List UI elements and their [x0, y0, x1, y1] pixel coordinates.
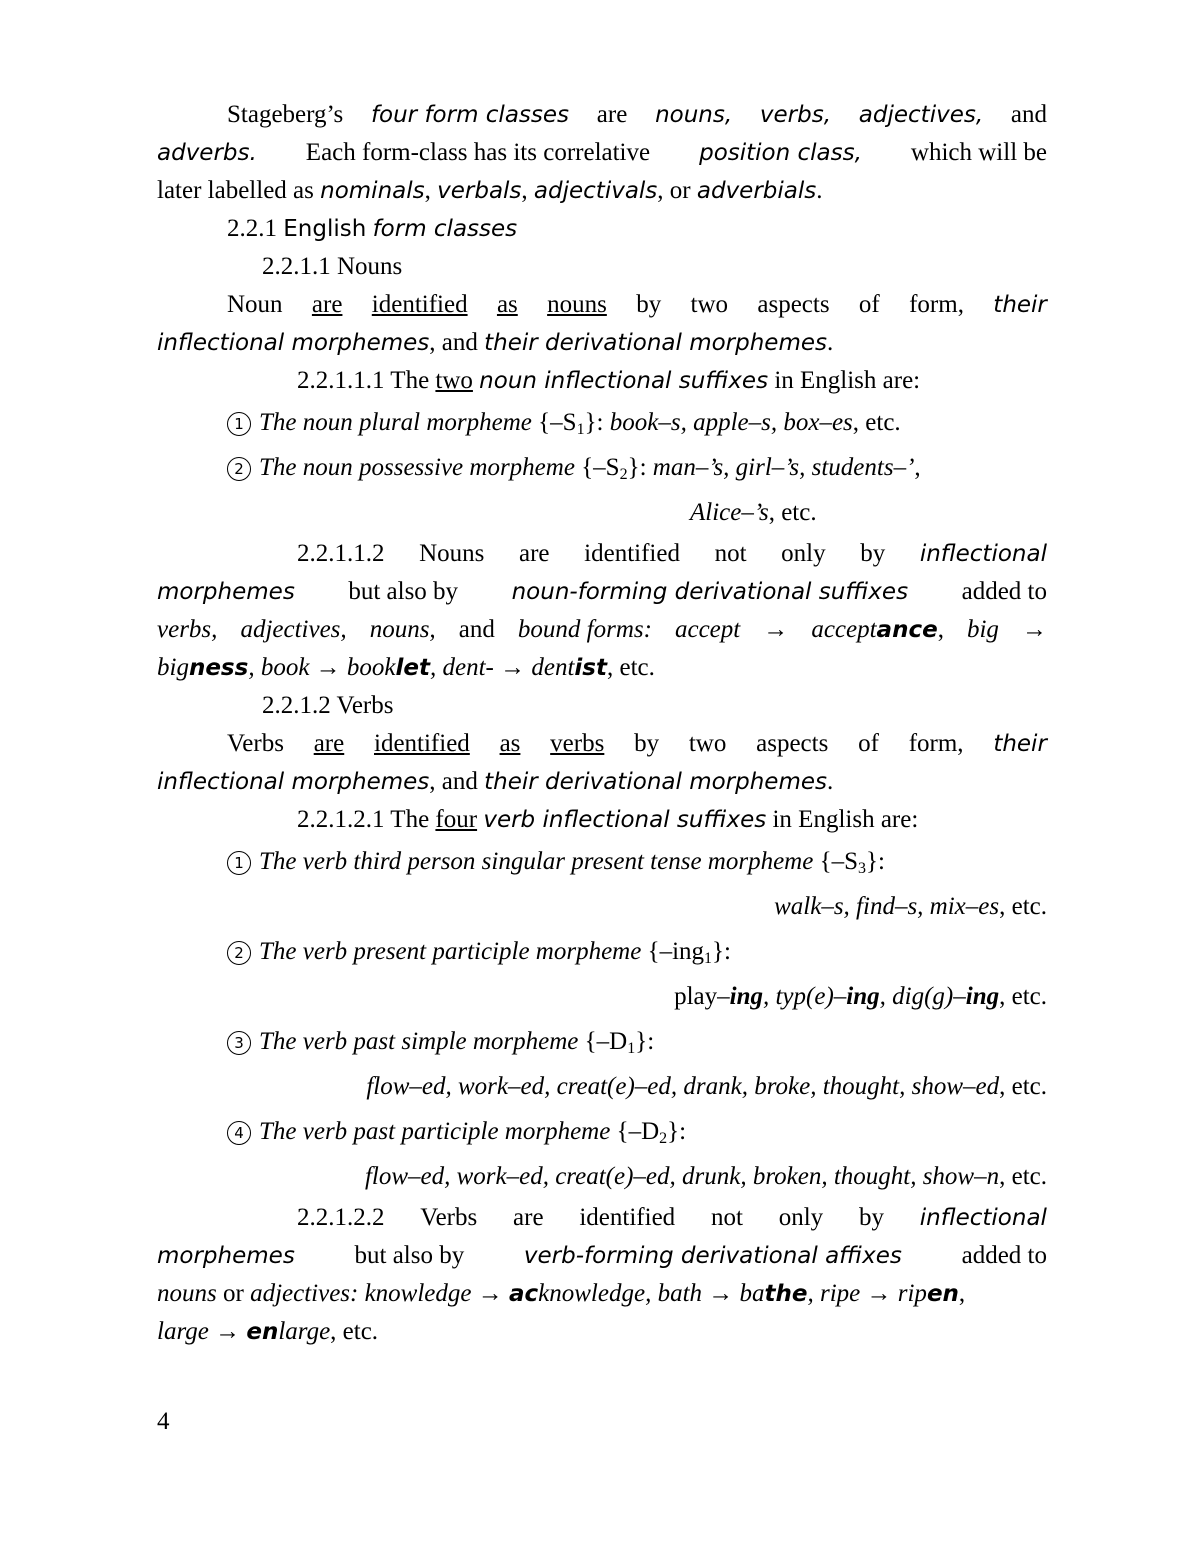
text: . — [816, 177, 823, 204]
text: }: — [866, 848, 885, 875]
section-number: 2.2.1 — [227, 215, 277, 242]
text: of — [858, 291, 880, 318]
term: morphemes — [157, 1243, 295, 1269]
term: verb inflectional suffixes — [483, 807, 767, 833]
text: }: — [712, 938, 731, 965]
underlined-text: four — [435, 806, 478, 833]
text: knowledge, bath → ba — [538, 1280, 765, 1307]
subscript: 2 — [619, 466, 628, 483]
subscript: 2 — [659, 1130, 668, 1147]
section-number: 2.2.1.2.2 — [297, 1204, 385, 1231]
term: their derivational morphemes — [484, 330, 827, 356]
text: big — [157, 654, 189, 681]
text: , or — [657, 177, 691, 204]
circled-number-2: 2 — [227, 457, 251, 481]
term: their — [993, 731, 1047, 757]
verbs-para-line-2 — [157, 763, 1047, 801]
text: accept — [674, 616, 741, 643]
text: , — [424, 177, 431, 204]
examples: walk–s, find–s, mix–es — [774, 893, 1000, 920]
underlined-text: verbs — [550, 730, 605, 757]
verb-third-person-item — [157, 839, 1047, 884]
text: are — [596, 101, 628, 128]
text: not — [710, 1204, 743, 1231]
term: verbs, — [759, 102, 832, 128]
text: , and — [429, 768, 478, 795]
text: , etc. — [330, 1318, 379, 1345]
noun-possessive-continuation — [157, 490, 1047, 535]
term: adjectivals — [533, 178, 658, 204]
text: , etc. — [999, 983, 1047, 1010]
text: big — [966, 616, 999, 643]
circled-number-3: 3 — [227, 1031, 251, 1055]
text: aspects — [756, 730, 829, 757]
verbs-derivational-line-3 — [157, 1275, 1047, 1313]
text: in English are: — [772, 806, 919, 833]
underlined-text: two — [435, 367, 473, 394]
morpheme: {–S — [819, 848, 858, 875]
text: , — [958, 1280, 966, 1307]
verb-past-participle-examples — [157, 1154, 1047, 1199]
text: Each form-class has its correlative — [305, 139, 651, 166]
text: form, — [909, 291, 964, 318]
verb-past-simple-examples — [157, 1064, 1047, 1109]
text: nouns — [157, 1280, 217, 1307]
affix: the — [764, 1281, 808, 1307]
text: only — [778, 1204, 824, 1231]
text: bound forms: — [517, 616, 652, 643]
affix: en — [926, 1281, 959, 1307]
term: form classes — [372, 216, 518, 242]
text: , etc. — [607, 654, 655, 681]
text: added to — [961, 578, 1047, 605]
suffix: ness — [188, 655, 249, 681]
examples: man–’s, girl–’s, students–’ — [652, 454, 915, 481]
text: Verbs — [420, 1204, 478, 1231]
underlined-text: are — [311, 291, 343, 318]
text: are — [513, 1204, 544, 1231]
underlined-text: as — [499, 730, 521, 757]
text: , etc. — [768, 499, 817, 526]
text: The verb past simple morpheme — [259, 1028, 579, 1055]
nouns-derivational-line-1 — [157, 535, 1047, 573]
underlined-text: are — [313, 730, 345, 757]
morpheme: {–D — [584, 1028, 628, 1055]
text: The verb present participle morpheme — [259, 938, 642, 965]
noun-plural-item — [157, 400, 1047, 445]
arrow: → — [1021, 616, 1047, 643]
term: morphemes — [157, 579, 295, 605]
term: inflectional — [919, 541, 1047, 567]
text: by — [636, 291, 662, 318]
nouns-derivational-line-3 — [157, 611, 1047, 649]
text: , etc. — [999, 1073, 1047, 1100]
text: which will be — [910, 139, 1047, 166]
term: inflectional morphemes — [157, 330, 430, 356]
text: form, — [908, 730, 964, 757]
underlined-text: nouns — [547, 291, 607, 318]
nouns-derivational-line-4 — [157, 649, 1047, 687]
term: inflectional morphemes — [157, 769, 430, 795]
verb-present-participle-examples — [157, 974, 1047, 1019]
morpheme: {–ing — [647, 938, 705, 965]
text: , — [521, 177, 528, 204]
text: , etc. — [852, 409, 901, 436]
text: by — [858, 1204, 884, 1231]
term: adverbials — [696, 178, 817, 204]
suffix: ing — [729, 983, 763, 1010]
term: verb-forming derivational affixes — [523, 1243, 902, 1269]
text: , — [937, 616, 944, 643]
text: identified — [579, 1204, 676, 1231]
text: not — [714, 540, 747, 567]
circled-number-1: 1 — [227, 851, 251, 875]
text: accept — [811, 616, 877, 643]
text: identified — [584, 540, 680, 567]
suffix: ing — [965, 983, 1000, 1010]
text: . — [827, 768, 834, 795]
text: added to — [961, 1242, 1047, 1269]
term: adverbs. — [157, 140, 257, 166]
nouns-para-line-2 — [157, 324, 1047, 362]
text: are — [519, 540, 550, 567]
examples: Alice–’s — [690, 499, 769, 526]
circled-number-4: 4 — [227, 1121, 251, 1145]
text: and — [1010, 101, 1047, 128]
text: 2.2.1.2.1 The — [297, 806, 430, 833]
text: Nouns — [419, 540, 485, 567]
intro-line-3 — [157, 172, 1047, 210]
verbs-para-line-1 — [157, 725, 1047, 763]
text: , etc. — [999, 893, 1047, 920]
term: noun-forming derivational suffixes — [511, 579, 909, 605]
term: noun inflectional suffixes — [479, 368, 769, 394]
nouns-derivational-line-2 — [157, 573, 1047, 611]
term: four form classes — [370, 102, 570, 128]
suffix: ist — [574, 655, 607, 681]
text: }: — [627, 454, 647, 481]
subscript: 1 — [627, 1040, 636, 1057]
text: later labelled as — [157, 177, 314, 204]
morpheme: {–D — [616, 1118, 660, 1145]
text: large — [278, 1318, 331, 1345]
section-heading-verbs: 2.2.1.2 Verbs — [262, 692, 394, 719]
section-heading-nouns: 2.2.1.1 Nouns — [262, 253, 403, 280]
verbs-derivational-line-1 — [157, 1199, 1047, 1237]
page-number: 4 — [157, 1408, 170, 1435]
text: : knowledge → — [350, 1280, 509, 1307]
verb-present-participle-item — [157, 929, 1047, 974]
text: English — [283, 216, 367, 242]
text: only — [781, 540, 826, 567]
term: nominals — [320, 178, 425, 204]
nouns-para-line-1 — [157, 286, 1047, 324]
examples: , typ(e)– — [762, 983, 847, 1010]
affix: ac — [509, 1281, 539, 1307]
text: two — [688, 730, 727, 757]
section-number: 2.2.1.1.2 — [297, 540, 385, 567]
term: verbals — [437, 178, 522, 204]
term: their derivational morphemes — [484, 769, 827, 795]
text: 2.2.1.1.1 The — [297, 367, 430, 394]
text: aspects — [757, 291, 830, 318]
suffix: let — [395, 655, 430, 681]
text: adjectives — [250, 1280, 351, 1307]
underlined-text: as — [496, 291, 518, 318]
text: of — [858, 730, 879, 757]
intro-line-2 — [157, 134, 1047, 172]
term: inflectional — [919, 1205, 1047, 1231]
text: two — [690, 291, 729, 318]
text: Noun — [227, 291, 283, 318]
noun-possessive-item — [157, 445, 1047, 490]
text: , book → book — [248, 654, 396, 681]
term: adjectives, — [858, 102, 984, 128]
underlined-text: identified — [374, 730, 470, 757]
verbs-derivational-line-2 — [157, 1237, 1047, 1275]
text: verbs, — [157, 616, 218, 643]
text: }: — [667, 1118, 687, 1145]
section-heading-2-2-1-1-1 — [157, 362, 1047, 400]
examples: book–s, apple–s, box–es — [609, 409, 853, 436]
term: position class, — [699, 140, 862, 166]
morpheme: {–S — [581, 454, 620, 481]
subscript: 1 — [576, 421, 585, 438]
examples: flow–ed, work–ed, creat(e)–ed, drank, broke, thought, show–ed — [366, 1073, 1000, 1100]
verb-past-simple-item — [157, 1019, 1047, 1064]
text: }: — [584, 409, 604, 436]
affix: en — [246, 1319, 279, 1345]
examples: play– — [674, 983, 730, 1010]
text: The noun possessive morpheme — [259, 454, 575, 481]
examples: flow–ed, work–ed, creat(e)–ed, drunk, broken, thought, show–n — [364, 1163, 1000, 1190]
text: . — [827, 329, 834, 356]
text: adjectives, — [240, 616, 347, 643]
term: their — [993, 292, 1047, 318]
text: , ripe → rip — [807, 1280, 927, 1307]
examples: , dig(g)– — [879, 983, 966, 1010]
text: large → — [157, 1318, 247, 1345]
section-heading-2-2-1 — [157, 210, 1047, 248]
circled-number-1: 1 — [227, 412, 251, 436]
section-heading-2-2-1-2-1 — [157, 801, 1047, 839]
text: but also by — [348, 578, 459, 605]
text: by — [634, 730, 660, 757]
text: , etc. — [999, 1163, 1047, 1190]
arrow: → — [763, 616, 789, 643]
verb-past-participle-item — [157, 1109, 1047, 1154]
text: The verb third person singular present tense morpheme — [259, 848, 814, 875]
text: and — [458, 616, 495, 643]
term: nouns, — [655, 102, 733, 128]
morpheme: {–S — [538, 409, 577, 436]
suffix: ance — [876, 617, 938, 643]
text: The verb past participle morpheme — [259, 1118, 611, 1145]
text: , and — [429, 329, 478, 356]
subscript: 3 — [858, 860, 866, 877]
text: by — [860, 540, 886, 567]
text: Verbs — [227, 730, 284, 757]
text: , — [914, 454, 921, 481]
circled-number-2: 2 — [227, 941, 251, 965]
text: }: — [635, 1028, 655, 1055]
verbs-derivational-line-4 — [157, 1313, 1047, 1351]
underlined-text: identified — [371, 291, 468, 318]
text: , dent- → dent — [430, 654, 575, 681]
text: Stageberg’s — [227, 101, 344, 128]
text: in English are: — [774, 367, 921, 394]
suffix: ing — [846, 983, 880, 1010]
text: but also by — [354, 1242, 465, 1269]
intro-line-1 — [157, 96, 1047, 134]
subscript: 1 — [704, 950, 713, 967]
text: The noun plural morpheme — [259, 409, 532, 436]
text: nouns, — [369, 616, 436, 643]
document-page — [157, 96, 1047, 1351]
text: or — [222, 1280, 244, 1307]
verb-third-person-examples — [157, 884, 1047, 929]
